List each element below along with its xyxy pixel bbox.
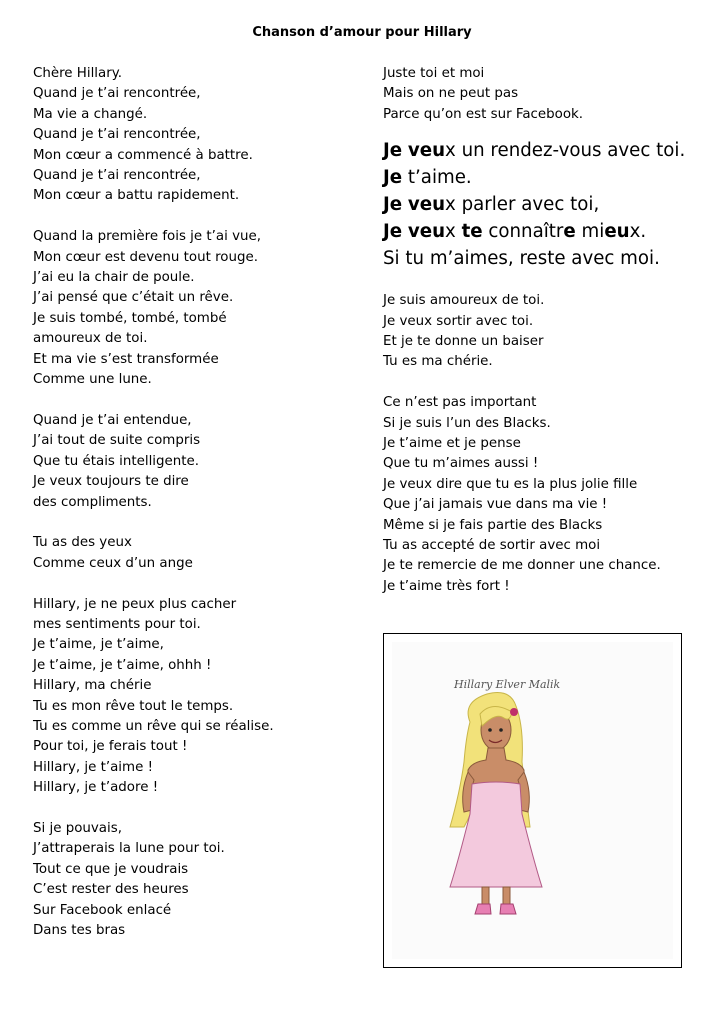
verse-line: Tu es ma chérie.	[383, 354, 493, 370]
eye	[499, 728, 503, 732]
verse-line: Pour toi, je ferais tout !	[33, 739, 188, 755]
verse-line: amoureux de toi.	[33, 331, 148, 347]
stanza-6	[33, 819, 363, 941]
verse-line: Sur Facebook enlacé	[33, 902, 172, 918]
text-fragment: x.	[629, 221, 647, 243]
verse-line: Comme ceux d’un ange	[33, 555, 193, 571]
verse-line: Ma vie a changé.	[33, 106, 148, 122]
right-column	[383, 64, 713, 618]
verse-line: Je suis amoureux de toi.	[383, 293, 545, 309]
drawing-frame	[383, 633, 682, 968]
verse-line: Et ma vie s’est transformée	[33, 351, 219, 367]
verse-line: Hillary, je ne peux plus cacher	[33, 596, 237, 612]
verse-line: Je veux dire que tu es la plus jolie fille	[383, 476, 638, 492]
verse-line: Parce qu’on est sur Facebook.	[383, 106, 584, 122]
verse-line: Je te remercie de me donner une chance.	[383, 558, 661, 574]
verse-line: J’ai pensé que c’était un rêve.	[33, 290, 234, 306]
stanza-3	[33, 411, 363, 513]
text-fragment: x parler avec toi,	[445, 194, 600, 216]
bold-fragment: veu	[407, 221, 446, 243]
verse-line: Quand la première fois je t’ai vue,	[33, 229, 261, 245]
highlighted-stanza	[383, 137, 713, 272]
verse-line: Je suis tombé, tombé, tombé	[33, 310, 227, 326]
verse-line: Je t’aime et je pense	[383, 436, 521, 452]
text-fragment: mi	[575, 221, 605, 243]
text-fragment: t’aime.	[402, 167, 472, 189]
verse-line: J’attraperais la lune pour toi.	[33, 841, 225, 857]
drawing-caption: Hillary Elver Malik	[454, 678, 561, 691]
verse-line: Si je pouvais,	[33, 820, 122, 836]
verse-line: Et je te donne un baiser	[383, 334, 544, 350]
hillary-drawing	[392, 642, 673, 959]
left-column	[33, 64, 363, 962]
verse-line: Ce n’est pas important	[383, 395, 537, 411]
stanza-4	[33, 533, 363, 574]
verse-line: Tout ce que je voudrais	[33, 861, 189, 877]
text-fragment: x un rendez-vous avec toi.	[445, 140, 686, 162]
verse-line: Quand je t’ai rencontrée,	[33, 168, 201, 184]
bold-fragment: veu	[407, 194, 446, 216]
big-verse-line	[383, 191, 713, 218]
bold-fragment: Je	[383, 221, 403, 243]
bold-fragment: veu	[407, 140, 446, 162]
verse-line: Je veux sortir avec toi.	[383, 313, 534, 329]
verse-line: Dans tes bras	[33, 922, 126, 938]
verse-line: J’ai eu la chair de poule.	[33, 270, 195, 286]
shoe-left	[475, 904, 491, 914]
verse-line: Tu es comme un rêve qui se réalise.	[33, 718, 274, 734]
bold-fragment: Je	[383, 140, 403, 162]
big-verse-line: Si tu m’aimes, reste avec moi.	[383, 248, 660, 270]
stanza-right-2	[383, 393, 713, 597]
verse-line: Mon cœur a commencé à battre.	[33, 147, 253, 163]
verse-line: Je veux toujours te dire	[33, 474, 189, 490]
verse-line: Que tu m’aimes aussi !	[383, 456, 539, 472]
verse-line: Hillary, je t’aime !	[33, 759, 153, 775]
verse-line: Hillary, ma chérie	[33, 678, 152, 694]
verse-line: Que j’ai jamais vue dans ma vie !	[383, 497, 608, 513]
verse-line: Même si je fais partie des Blacks	[383, 517, 603, 533]
verse-line: Quand je t’ai entendue,	[33, 412, 192, 428]
verse-line: Que tu étais intelligente.	[33, 453, 199, 469]
verse-line: Quand je t’ai rencontrée,	[33, 86, 201, 102]
verse-line: Hillary, je t’adore !	[33, 780, 159, 796]
big-verse-line	[383, 137, 713, 164]
verse-line: Tu es mon rêve tout le temps.	[33, 698, 234, 714]
verse-line: Mais on ne peut pas	[383, 86, 519, 102]
stanza-1	[33, 64, 363, 207]
big-verse-line	[383, 218, 713, 245]
stanza-right-1	[383, 291, 713, 373]
stanza-5	[33, 595, 363, 799]
big-verse-line	[383, 164, 713, 191]
text-fragment: connaîtr	[482, 221, 564, 243]
verse-line: Tu as des yeux	[33, 535, 132, 551]
text-fragment: x	[445, 221, 462, 243]
hair-bow	[510, 708, 518, 716]
verse-line: Je t’aime, je t’aime,	[33, 637, 164, 653]
verse-line: Comme une lune.	[33, 372, 152, 388]
shoe-right	[500, 904, 516, 914]
verse-line: Si je suis l’un des Blacks.	[383, 415, 551, 431]
eye	[488, 728, 492, 732]
verse-line: Juste toi et moi	[383, 66, 485, 81]
bold-fragment: e	[563, 221, 576, 243]
verse-line: Je t’aime très fort !	[383, 578, 510, 594]
verse-line: Je t’aime, je t’aime, ohhh !	[33, 657, 212, 673]
verse-line: J’ai tout de suite compris	[33, 433, 201, 449]
verse-line: mes sentiments pour toi.	[33, 616, 201, 632]
verse-line: Mon cœur a battu rapidement.	[33, 188, 240, 204]
verse-line: des compliments.	[33, 494, 152, 510]
verse-line: Quand je t’ai rencontrée,	[33, 127, 201, 143]
bold-fragment: Je	[383, 194, 403, 216]
verse-line: Chère Hillary.	[33, 66, 122, 81]
intro-stanza	[383, 64, 713, 125]
stanza-2	[33, 227, 363, 390]
verse-line: Mon cœur est devenu tout rouge.	[33, 249, 258, 265]
bold-fragment: Je	[383, 167, 403, 189]
song-title: Chanson d’amour pour Hillary	[252, 25, 472, 40]
bold-fragment: te	[461, 221, 483, 243]
verse-line: Tu as accepté de sortir avec moi	[383, 538, 601, 554]
verse-line: C’est rester des heures	[33, 882, 189, 898]
bold-fragment: eu	[604, 221, 630, 243]
